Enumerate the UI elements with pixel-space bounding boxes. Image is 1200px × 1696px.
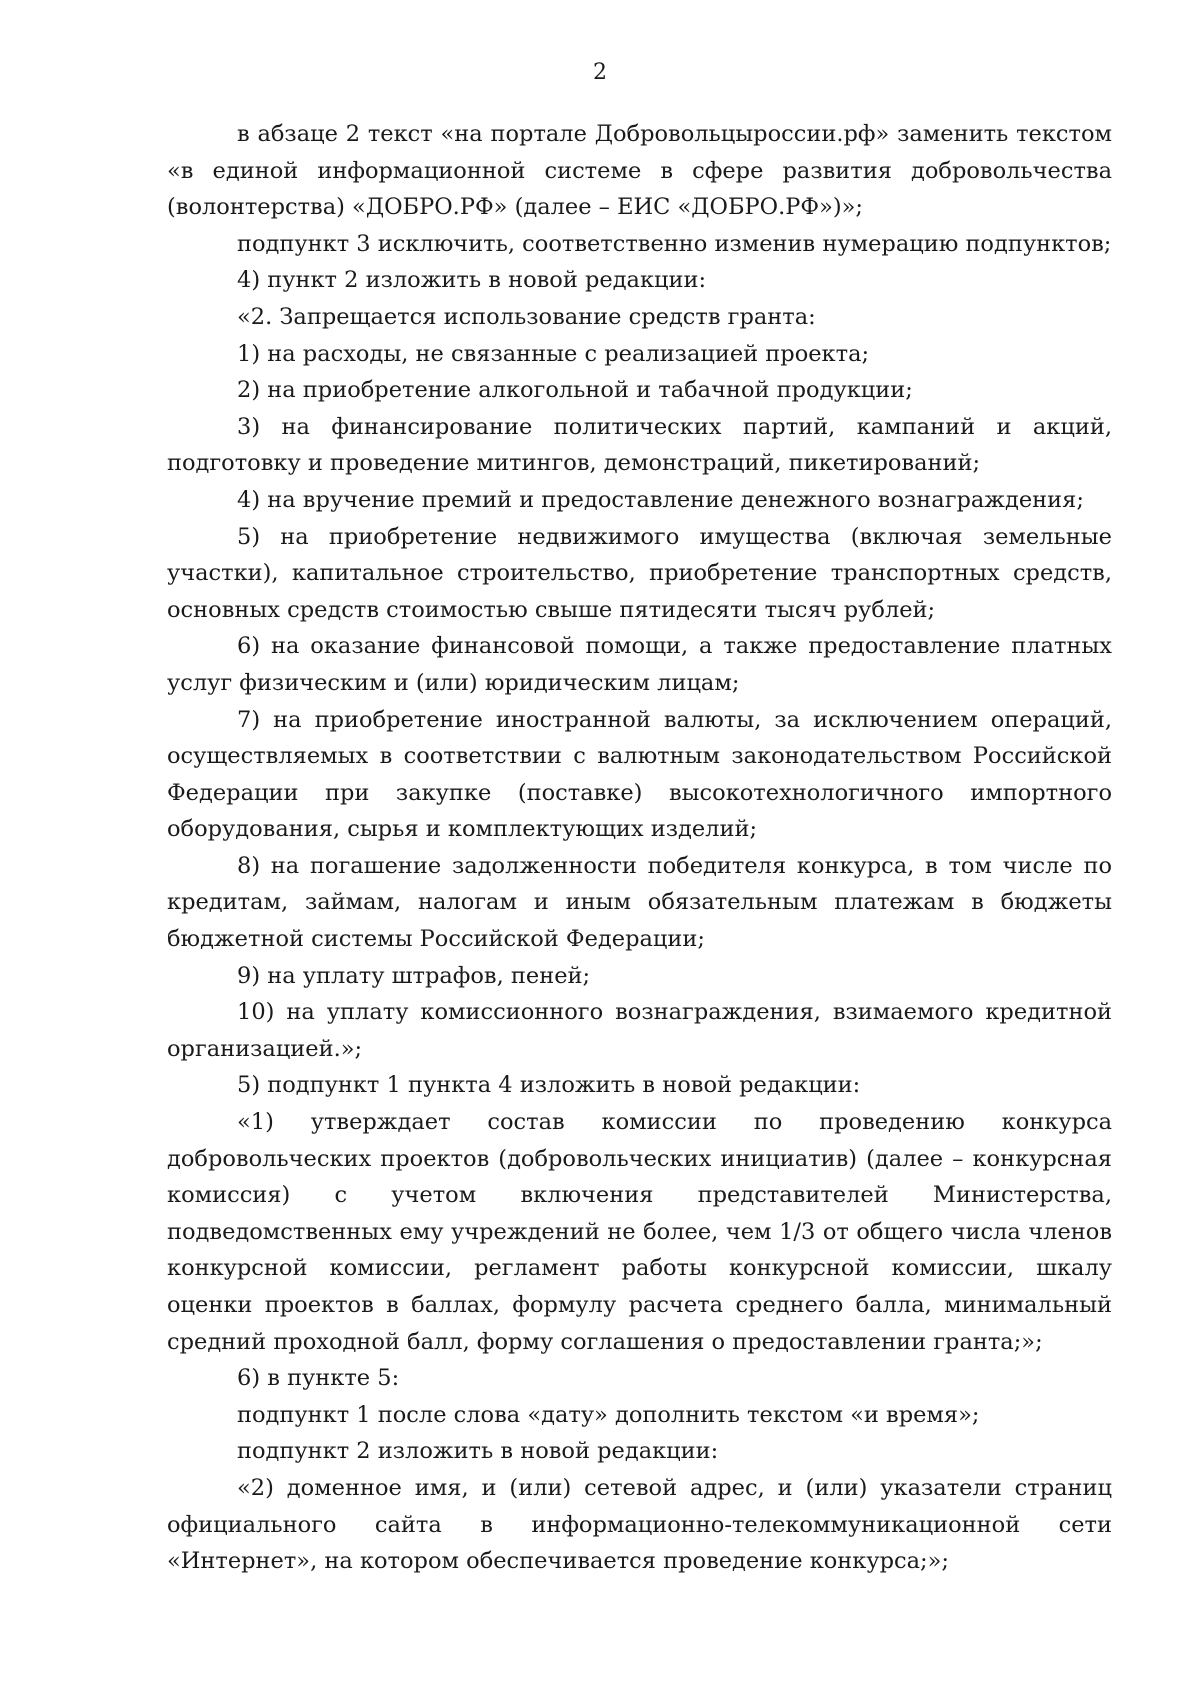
- paragraph: 8) на погашение задолженности победителя конкурса, в том числе по кредитам, займам, налогам и иным обязательным платежам в бюджеты бюджетной системы Российской Федерации;: [167, 852, 1112, 953]
- page-number: 2: [593, 60, 607, 85]
- paragraph: 4) на вручение премий и предоставление денежного вознаграждения;: [237, 486, 1084, 513]
- paragraph: «1) утверждает состав комиссии по проведению конкурса добровольческих проектов (добровольческих инициатив) (далее – конкурсная комиссия) с учетом включения представителей Министерства, подведомственных ему учреждений не более, чем 1/3 от общего числа членов конкурсной комиссии, регламент работы конкурсной комиссии, шкалу оценки проектов в баллах, формулу расчета среднего балла, минимальный средний проходной балл, форму соглашения о предоставлении гранта;»;: [167, 1109, 1112, 1355]
- paragraph: подпункт 1 после слова «дату» дополнить текстом «и время»;: [237, 1401, 980, 1428]
- paragraph: 2) на приобретение алкогольной и табачной продукции;: [237, 377, 913, 404]
- paragraph: 7) на приобретение иностранной валюты, за исключением операций, осуществляемых в соответствии с валютным законодательством Российской Федерации при закупке (поставке) высокотехнологичного импортного оборудования, сырья и комплектующих изделий;: [167, 706, 1112, 843]
- paragraph: 10) на уплату комиссионного вознаграждения, взимаемого кредитной организацией.»;: [167, 999, 1112, 1062]
- paragraph: 5) подпункт 1 пункта 4 изложить в новой редакции:: [237, 1072, 861, 1099]
- paragraph: «2. Запрещается использование средств гранта:: [237, 303, 816, 330]
- paragraph: 4) пункт 2 изложить в новой редакции:: [237, 267, 707, 294]
- paragraph: подпункт 2 изложить в новой редакции:: [237, 1438, 719, 1465]
- document-body: [167, 116, 1112, 1580]
- paragraph: 5) на приобретение недвижимого имущества (включая земельные участки), капитальное строительство, приобретение транспортных средств, основных средств стоимостью свыше пятидесяти тысяч рублей;: [167, 523, 1112, 623]
- paragraph: подпункт 3 исключить, соответственно изменив нумерацию подпунктов;: [237, 230, 1112, 257]
- paragraph: 3) на финансирование политических партий, кампаний и акций, подготовку и проведение митингов, демонстраций, пикетирований;: [167, 413, 1112, 477]
- paragraph: 9) на уплату штрафов, пеней;: [237, 962, 591, 989]
- paragraph: в абзаце 2 текст «на портале Добровольцыроссии.рф» заменить текстом «в единой информационной системе в сфере развития добровольчества (волонтерства) «ДОБРО.РФ» (далее – ЕИС «ДОБРО.РФ»)»;: [167, 121, 1112, 221]
- paragraph: 1) на расходы, не связанные с реализацией проекта;: [237, 340, 870, 367]
- paragraph: 6) на оказание финансовой помощи, а также предоставление платных услуг физическим и (или) юридическим лицам;: [167, 633, 1112, 696]
- paragraph: «2) доменное имя, и (или) сетевой адрес, и (или) указатели страниц официального сайта в информационно-телекоммуникационной сети «Интернет», на котором обеспечивается проведение конкурса;»;: [167, 1474, 1112, 1575]
- paragraph: 6) в пункте 5:: [237, 1365, 400, 1392]
